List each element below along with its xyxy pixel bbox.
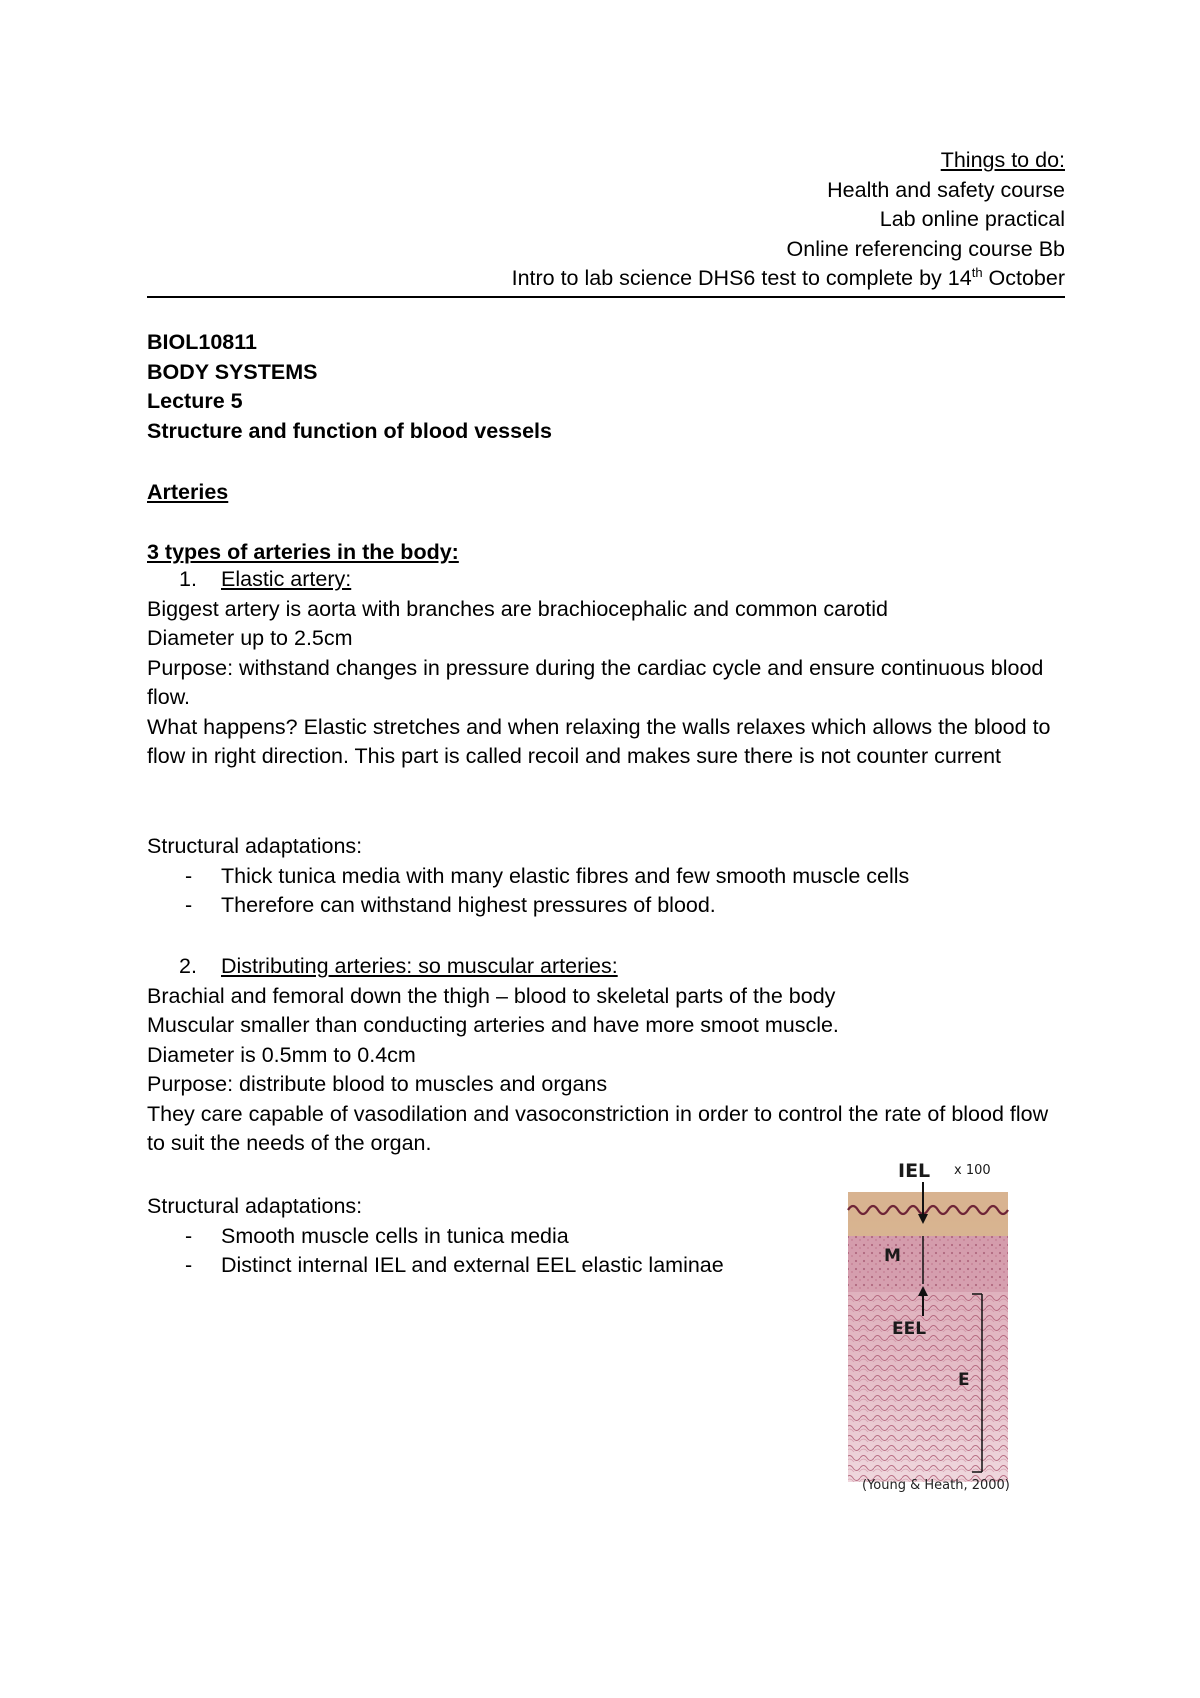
paragraph-line: Biggest artery is aorta with branches are brachiocephalic and common carotid [147,596,888,621]
dash-marker: - [185,1223,193,1248]
bullet-item [147,1222,787,1252]
todo-item-text: October [982,266,1065,290]
todo-item-sup: th [971,264,983,280]
section-heading: Arteries [147,480,229,504]
paragraph: Purpose: withstand changes in pressure during the cardiac cycle and ensure continuous blood flow. [147,655,1044,709]
paragraph-line: Purpose: distribute blood to muscles and organs [147,1072,608,1096]
figure-label-m: M [884,1246,901,1266]
bullet-item [147,862,1065,892]
adaptations-block [147,832,1065,921]
bullet-text: Smooth muscle cells in tunica media [221,1223,569,1248]
todo-item: Online referencing course Bb [786,236,1065,261]
paragraph-line: Diameter up to 2.5cm [147,626,353,650]
paragraph-line: Brachial and femoral down the thigh – blood to skeletal parts of the body [147,983,836,1008]
bullet-text: Thick tunica media with many elastic fibres and few smooth muscle cells [221,863,910,888]
item-number: 1. [179,567,197,591]
paragraph-line: Muscular smaller than conducting arteries and have more smoot muscle. [147,1013,839,1037]
todo-item [147,264,1065,294]
paragraph-line: Diameter is 0.5mm to 0.4cm [147,1042,416,1067]
dash-marker: - [185,1253,193,1277]
bullet-item [147,1251,787,1281]
item-title: Distributing arteries: so muscular arteries: [221,954,618,978]
todo-item: Health and safety course [827,177,1065,202]
adaptations-heading: Structural adaptations: [147,834,363,858]
course-code: BIOL10811 [147,330,257,354]
paragraph: They care capable of vasodilation and vasoconstriction in order to control the rate of blood flow to suit the needs of the organ. [147,1101,1049,1155]
figure-label-iel: IEL [898,1160,931,1182]
numbered-item [147,952,1065,982]
adaptations-heading: Structural adaptations: [147,1194,363,1218]
lecture-title: Structure and function of blood vessels [147,418,552,443]
todo-item: Lab online practical [879,207,1065,231]
figure-label-eel: EEL [892,1319,927,1339]
numbered-item [147,565,1065,595]
figure-label-e: E [958,1370,970,1390]
horizontal-rule [147,296,1065,298]
todo-heading: Things to do: [940,148,1065,172]
histology-image [846,1162,1022,1502]
item-number: 2. [179,954,197,978]
elastic-artery-section [147,565,1065,772]
todo-item-text: Intro to lab science DHS6 test to complete by 14 [511,266,972,290]
tunica-externa-region [848,1292,1008,1482]
lecture-header [147,328,1065,446]
todo-list [147,146,1065,294]
item-title: Elastic artery: [221,567,352,591]
dash-marker: - [185,863,193,888]
bullet-text: Distinct internal IEL and external EEL elastic laminae [221,1253,724,1277]
adaptations-block [147,1192,787,1281]
bullet-text: Therefore can withstand highest pressures of blood. [221,893,716,917]
types-heading: 3 types of arteries in the body: [147,540,459,564]
lecture-number: Lecture 5 [147,389,243,413]
dash-marker: - [185,893,193,917]
distributing-artery-section [147,952,1065,1159]
paragraph: What happens? Elastic stretches and when relaxing the walls relaxes which allows the blood to flow in right direction. This part is called recoil and makes sure there is not counter current [147,714,1051,768]
histology-figure [846,1162,1022,1502]
bullet-item [147,891,1065,921]
figure-label-magnification: x 100 [954,1163,991,1178]
figure-caption: (Young & Heath, 2000) [862,1478,1010,1493]
tunica-media-shade [848,1236,1008,1292]
course-name: BODY SYSTEMS [147,359,318,384]
